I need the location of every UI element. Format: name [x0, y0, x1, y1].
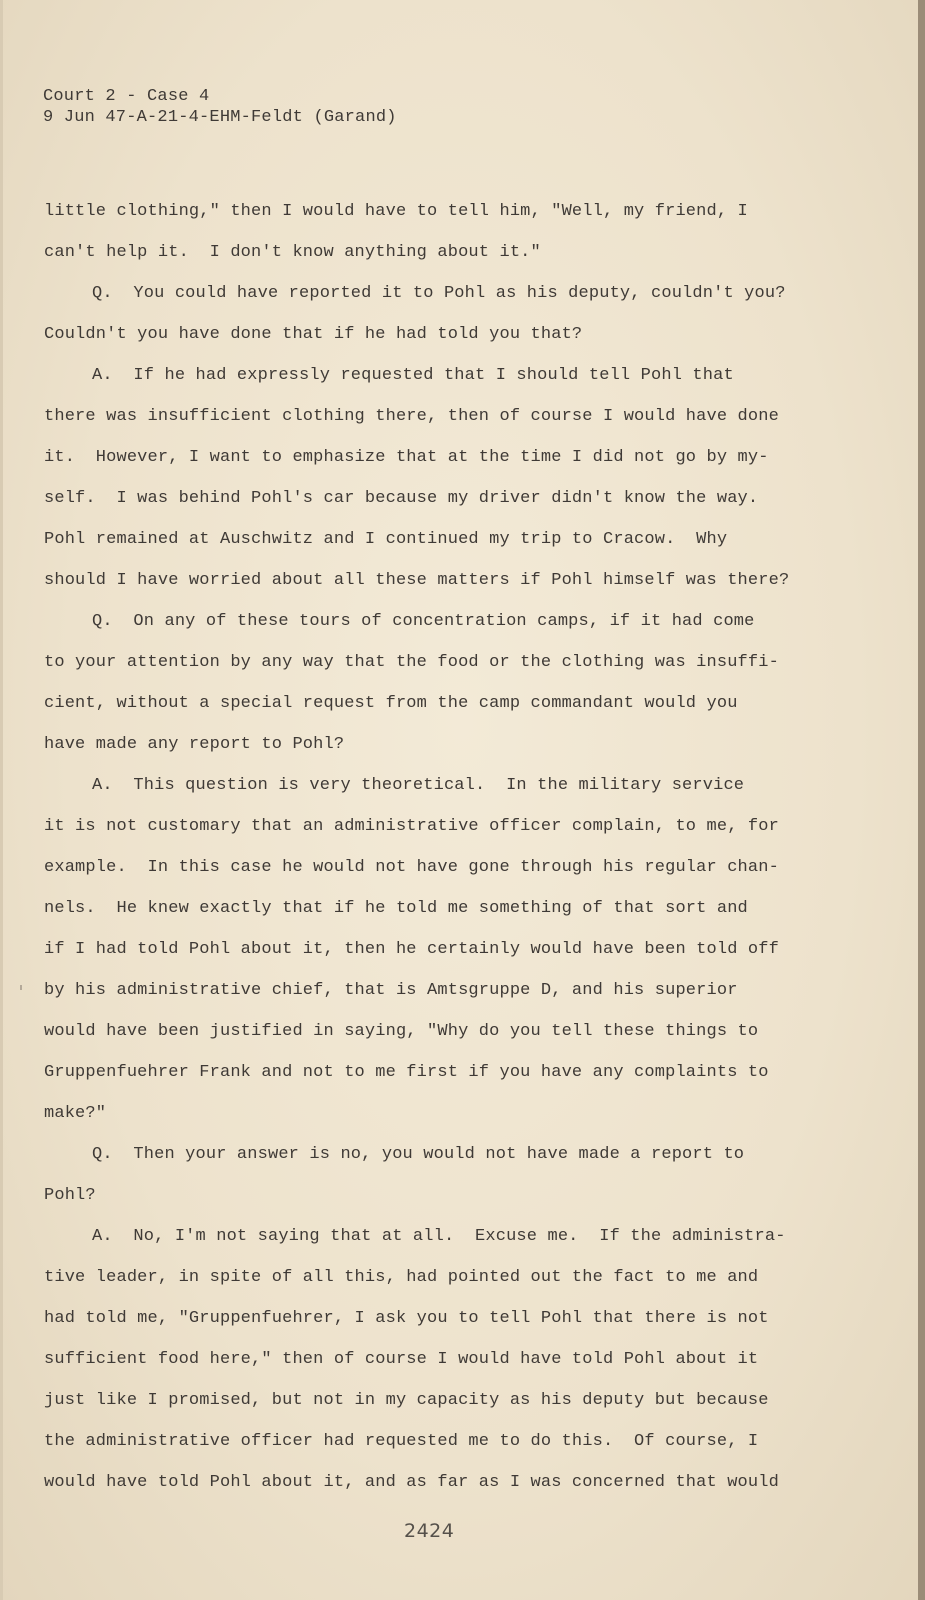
- paper-mark: [20, 985, 22, 990]
- transcript-line: Gruppenfuehrer Frank and not to me first if you have any complaints to: [44, 1063, 769, 1082]
- transcript-line: should I have worried about all these matters if Pohl himself was there?: [44, 571, 790, 590]
- transcript-line: little clothing," then I would have to tell him, "Well, my friend, I: [44, 202, 748, 221]
- transcript-line: if I had told Pohl about it, then he certainly would have been told off: [44, 940, 779, 959]
- transcript-line: by his administrative chief, that is Amtsgruppe D, and his superior: [44, 981, 738, 1000]
- transcript-line: just like I promised, but not in my capacity as his deputy but because: [44, 1391, 769, 1410]
- answer-line: A. No, I'm not saying that at all. Excuse me. If the administra-: [92, 1227, 786, 1246]
- paper-edge-left: [0, 0, 3, 1600]
- transcript-line: it. However, I want to emphasize that at the time I did not go by my-: [44, 448, 769, 467]
- transcript-line: cient, without a special request from the camp commandant would you: [44, 694, 738, 713]
- transcript-line: Pohl remained at Auschwitz and I continued my trip to Cracow. Why: [44, 530, 728, 549]
- transcript-line: would have been justified in saying, "Why do you tell these things to: [44, 1022, 759, 1041]
- transcript-line: nels. He knew exactly that if he told me something of that sort and: [44, 899, 748, 918]
- document-header: [43, 86, 397, 128]
- question-line: Q. On any of these tours of concentration camps, if it had come: [92, 612, 755, 631]
- court-case-line: Court 2 - Case 4: [43, 87, 210, 106]
- transcript-line: Couldn't you have done that if he had told you that?: [44, 325, 583, 344]
- transcript-line: to your attention by any way that the food or the clothing was insuffi-: [44, 653, 779, 672]
- transcript-line: make?": [44, 1104, 107, 1123]
- transcript-line: the administrative officer had requested me to do this. Of course, I: [44, 1432, 759, 1451]
- transcript-line: sufficient food here," then of course I would have told Pohl about it: [44, 1350, 759, 1369]
- transcript-body: [44, 200, 804, 1512]
- transcript-line: self. I was behind Pohl's car because my driver didn't know the way.: [44, 489, 759, 508]
- transcript-line: can't help it. I don't know anything about it.": [44, 243, 541, 262]
- transcript-line: example. In this case he would not have gone through his regular chan-: [44, 858, 779, 877]
- transcript-line: there was insufficient clothing there, then of course I would have done: [44, 407, 779, 426]
- transcript-line: it is not customary that an administrative officer complain, to me, for: [44, 817, 779, 836]
- transcript-line: tive leader, in spite of all this, had pointed out the fact to me and: [44, 1268, 759, 1287]
- question-line: Q. You could have reported it to Pohl as his deputy, couldn't you?: [92, 284, 786, 303]
- reference-line: 9 Jun 47-A-21-4-EHM-Feldt (Garand): [43, 108, 397, 127]
- transcript-line: Pohl?: [44, 1186, 96, 1205]
- answer-line: A. This question is very theoretical. In the military service: [92, 776, 745, 795]
- answer-line: A. If he had expressly requested that I should tell Pohl that: [92, 366, 734, 385]
- transcript-line: have made any report to Pohl?: [44, 735, 345, 754]
- transcript-line: would have told Pohl about it, and as far as I was concerned that would: [44, 1473, 779, 1492]
- page-number: 2424: [404, 1520, 455, 1542]
- question-line: Q. Then your answer is no, you would not have made a report to: [92, 1145, 745, 1164]
- transcript-line: had told me, "Gruppenfuehrer, I ask you to tell Pohl that there is not: [44, 1309, 769, 1328]
- paper-edge-right: [918, 0, 925, 1600]
